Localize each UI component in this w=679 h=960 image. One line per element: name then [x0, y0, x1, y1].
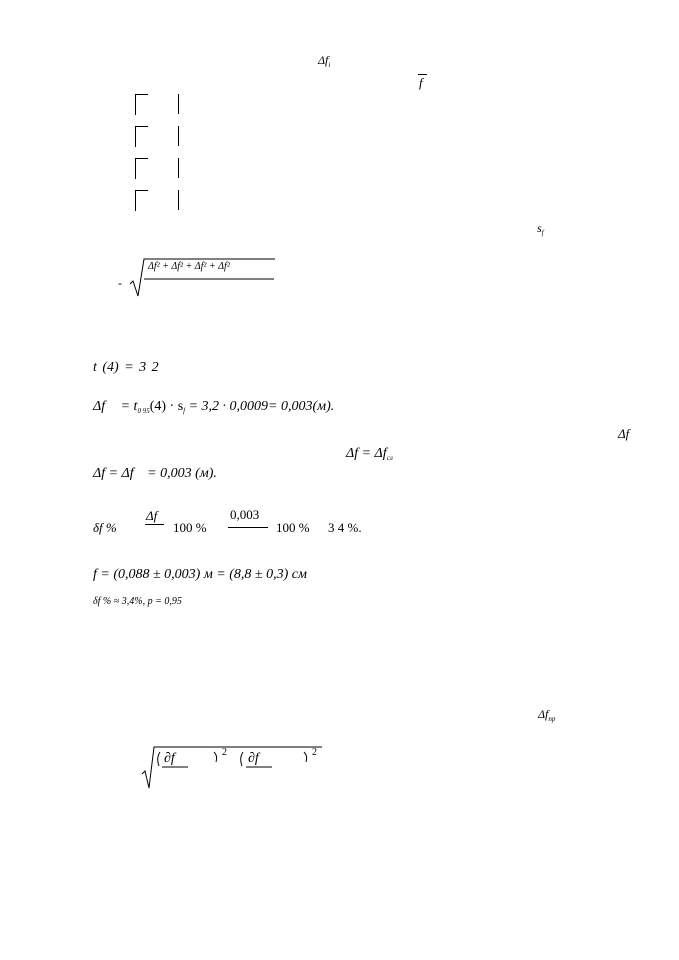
partial-f-2: ∂f [248, 751, 259, 766]
bracket-left [135, 126, 148, 147]
bracket-right [178, 126, 179, 146]
s-f-mean-label: $s_f$ [537, 221, 544, 237]
f-mean-label: f [419, 75, 423, 90]
rel-error-mid: 100 % [173, 520, 207, 535]
rel-error-tail1: 100 % [276, 520, 310, 535]
bracket-left [135, 190, 148, 211]
exponent-1: 2 [222, 747, 227, 758]
bracket-right [178, 94, 179, 114]
sqrt-lead-dash: - [118, 276, 122, 290]
delta-f-instrument-label: $\Delta f_{пр}$ [538, 707, 556, 723]
rel-error-frac1-bar [145, 524, 164, 525]
delta-f-i-label: $\Delta f_i$ [318, 53, 331, 69]
bracket-right [178, 190, 179, 210]
delta-f-random-eq: $\Delta f = \Delta f_{сл}$ [346, 446, 393, 462]
t-coefficient-line: t (4) = 3 2 [93, 360, 159, 375]
bracket-left [135, 94, 148, 115]
rel-error-tail2: 3 4 %. [328, 520, 362, 535]
rel-error-frac1-num: Δf [146, 508, 158, 523]
f-mean-bar [418, 74, 427, 75]
rel-error-frac2-num: 0,003 [230, 507, 260, 522]
result-line-1: f = (0,088 ± 0,003) м = (8,8 ± 0,3) см [93, 567, 307, 582]
delta-f-right-label: Δf [618, 426, 630, 441]
delta-f-final-line: Δf = Δf = 0,003 (м). [93, 466, 217, 481]
rel-error-frac2-bar [228, 527, 268, 528]
sqrt-numerator: Δf² + Δf² + Δf² + Δf² [148, 261, 230, 272]
result-line-2: δf % ≈ 3,4%, p = 0,95 [93, 596, 182, 607]
exponent-2: 2 [312, 747, 317, 758]
bracket-right [178, 158, 179, 178]
partial-f-1: ∂f [164, 751, 175, 766]
bracket-left [135, 158, 148, 179]
delta-f-calc-line: $\Delta f = t_{0 95}(4) \cdot s_f = 3,2 \cdot 0,0009= 0,003(м)$. [93, 399, 335, 415]
rel-error-lead: δf % [93, 520, 117, 535]
